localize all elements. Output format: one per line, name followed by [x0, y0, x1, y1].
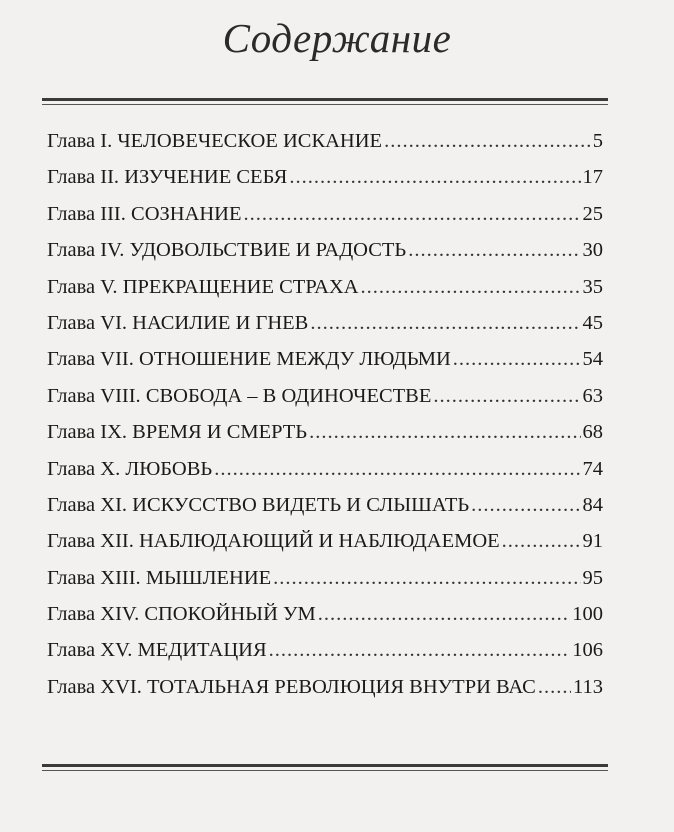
chapter-name: ВРЕМЯ И СМЕРТЬ: [132, 421, 308, 444]
chapter-number: Глава XI.: [47, 493, 128, 516]
toc-entry[interactable]: [47, 494, 603, 530]
toc-entry[interactable]: [47, 348, 603, 384]
toc-entry[interactable]: [47, 639, 603, 675]
chapter-number: Глава XIII.: [47, 566, 141, 589]
toc-entry-label: [47, 239, 406, 262]
toc-entry-label: [47, 312, 308, 335]
chapter-name: МЕДИТАЦИЯ: [137, 639, 267, 662]
toc-entry[interactable]: [47, 276, 603, 312]
toc-entry-label: [47, 639, 267, 662]
dot-leader: [318, 603, 571, 626]
page-number: 91: [582, 530, 603, 553]
page-number: 106: [572, 639, 603, 662]
dot-leader: [273, 567, 580, 590]
toc-entry-label: [47, 166, 287, 189]
chapter-name: СОЗНАНИЕ: [131, 202, 242, 225]
page-number: 17: [582, 166, 603, 189]
toc-entry[interactable]: [47, 530, 603, 566]
chapter-name: ЧЕЛОВЕЧЕСКОЕ ИСКАНИЕ: [117, 130, 383, 152]
page-title: Содержание: [222, 15, 452, 61]
dot-leader: [244, 203, 581, 226]
chapter-number: Глава XII.: [47, 530, 134, 553]
dot-leader: [214, 458, 580, 481]
toc-entry-label: [47, 494, 469, 517]
toc-entry[interactable]: [47, 130, 603, 166]
dot-leader: [538, 676, 571, 699]
chapter-name: ОТНОШЕНИЕ МЕЖДУ ЛЮДЬМИ: [138, 348, 451, 371]
page-number: 100: [572, 603, 603, 626]
toc-entry-label: [47, 385, 431, 408]
toc-entry-label: [47, 603, 316, 626]
chapter-name: СПОКОЙНЫЙ УМ: [144, 603, 316, 626]
toc-entry-label: [47, 276, 359, 299]
chapter-name: СВОБОДА – В ОДИНОЧЕСТВЕ: [145, 384, 432, 407]
page-number: 5: [592, 130, 603, 152]
toc-entry-label: [47, 203, 242, 226]
chapter-number: Глава VII.: [47, 348, 134, 371]
dot-leader: [361, 276, 581, 299]
toc-entry-label: [47, 676, 536, 699]
toc-entry-label: [47, 130, 382, 153]
dot-leader: [384, 130, 591, 153]
chapter-name: МЫШЛЕНИЕ: [145, 566, 272, 589]
toc-entry[interactable]: [47, 603, 603, 639]
toc-entry[interactable]: [47, 312, 603, 348]
chapter-number: Глава V.: [47, 275, 118, 298]
page-number: 84: [582, 493, 603, 516]
toc-entry-label: [47, 348, 451, 371]
chapter-name: ИЗУЧЕНИЕ СЕБЯ: [124, 166, 288, 189]
chapter-number: Глава XIV.: [47, 603, 140, 626]
toc-entry[interactable]: [47, 385, 603, 421]
toc-entry[interactable]: [47, 567, 603, 603]
toc-entry[interactable]: [47, 676, 603, 712]
toc-entry-label: [47, 530, 500, 553]
page-number: 35: [582, 275, 603, 298]
chapter-number: Глава VI.: [47, 311, 128, 334]
toc-entry[interactable]: [47, 166, 603, 202]
chapter-number: Глава IX.: [47, 421, 128, 444]
dot-leader: [269, 639, 571, 662]
page-number: 68: [582, 421, 603, 444]
chapter-name: УДОВОЛЬСТВИЕ И РАДОСТЬ: [129, 239, 407, 262]
chapter-number: Глава XV.: [47, 639, 133, 662]
chapter-number: Глава IV.: [47, 239, 125, 262]
top-divider: [42, 98, 608, 105]
page-number: 113: [573, 675, 603, 698]
dot-leader: [309, 421, 580, 444]
chapter-number: Глава X.: [47, 457, 121, 480]
chapter-name: ИСКУССТВО ВИДЕТЬ И СЛЫШАТЬ: [132, 493, 470, 516]
dot-leader: [408, 239, 580, 262]
dot-leader: [502, 530, 581, 553]
chapter-name: ТОТАЛЬНАЯ РЕВОЛЮЦИЯ ВНУТРИ ВАС: [146, 675, 536, 698]
chapter-number: Глава I.: [47, 130, 113, 152]
page-number: 63: [582, 384, 603, 407]
page-number: 95: [582, 566, 603, 589]
page-number: 45: [582, 311, 603, 334]
chapter-name: ЛЮБОВЬ: [125, 457, 213, 480]
page-number: 30: [582, 239, 603, 262]
toc-entry-label: [47, 458, 212, 481]
dot-leader: [433, 385, 580, 408]
toc-entry[interactable]: [47, 458, 603, 494]
toc-entry[interactable]: [47, 239, 603, 275]
bottom-divider: [42, 764, 608, 771]
chapter-name: НАСИЛИЕ И ГНЕВ: [132, 311, 309, 334]
chapter-number: Глава III.: [47, 202, 126, 225]
chapter-number: Глава II.: [47, 166, 120, 189]
page-number: 74: [582, 457, 603, 480]
dot-leader: [289, 166, 580, 189]
toc-entry-label: [47, 421, 307, 444]
page-number: 25: [582, 202, 603, 225]
table-of-contents: [47, 130, 603, 712]
dot-leader: [471, 494, 580, 517]
dot-leader: [453, 348, 581, 371]
chapter-name: НАБЛЮДАЮЩИЙ И НАБЛЮДАЕМОЕ: [138, 530, 500, 553]
chapter-number: Глава XVI.: [47, 675, 142, 698]
toc-entry[interactable]: [47, 421, 603, 457]
toc-entry[interactable]: [47, 203, 603, 239]
toc-entry-label: [47, 567, 271, 590]
page-number: 54: [582, 348, 603, 371]
dot-leader: [310, 312, 580, 335]
chapter-number: Глава VIII.: [47, 384, 141, 407]
chapter-name: ПРЕКРАЩЕНИЕ СТРАХА: [122, 275, 359, 298]
